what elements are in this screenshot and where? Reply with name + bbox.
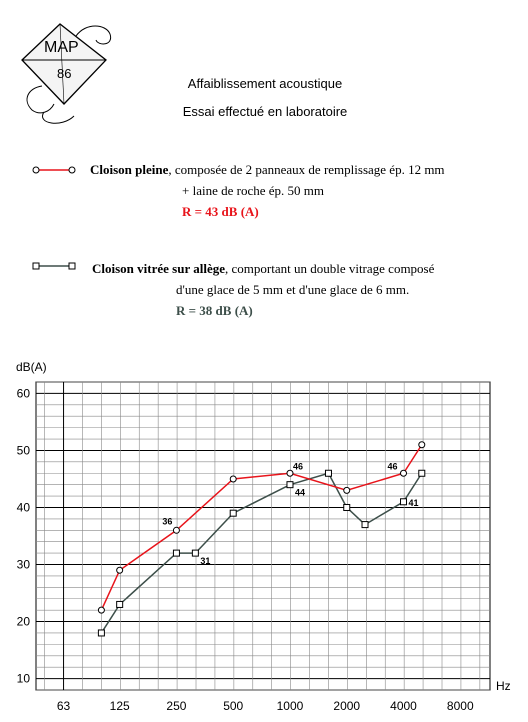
data-point-series2 [419,470,425,476]
y-axis-label: dB(A) [16,360,47,374]
legend-series2-name: Cloison vitrée sur allège [92,261,225,276]
legend-series1-desc1: , composée de 2 panneaux de remplissage ép. 12 mm [168,162,445,177]
x-tick-label: 125 [109,699,130,713]
data-label: 46 [292,461,303,472]
legend-series2-desc1: , comportant un double vitrage composé [225,261,435,276]
logo-number: 86 [57,66,72,81]
chart-series [98,442,424,636]
page-subtitle: Essai effectué en laboratoire [182,104,348,119]
legend-series2-rating: R = 38 dB (A) [176,303,253,318]
data-label: 46 [387,461,398,472]
data-point-series2 [287,482,293,488]
series-line-1 [101,445,421,610]
legend-series1-rating: R = 43 dB (A) [182,204,259,219]
data-point-series2 [173,550,179,556]
page-title: Affaiblissement acoustique [187,76,343,91]
x-tick-label: 500 [223,699,244,713]
plot-frame [36,382,490,690]
logo-text: MAP [44,39,79,56]
y-tick-label: 50 [16,443,30,458]
y-tick-label: 30 [16,557,30,572]
x-tick-label: 4000 [390,699,417,713]
legend-series1-desc2: + laine de roche ép. 50 mm [182,183,324,198]
data-point-series2 [230,510,236,516]
y-tick-label: 10 [16,671,30,686]
data-point-series1 [230,476,236,482]
data-point-series2 [192,550,198,556]
y-tick-label: 60 [16,386,30,401]
legend-series1-name: Cloison pleine [90,162,169,177]
x-axis-label: Hz [496,679,511,693]
data-point-series2 [98,630,104,636]
y-tick-label: 40 [16,500,30,515]
data-label: 44 [294,487,305,498]
data-point-series1 [401,470,407,476]
data-point-series1 [117,567,123,573]
data-label: 31 [200,556,211,567]
x-tick-label: 2000 [333,699,361,713]
x-tick-label: 1000 [276,699,304,713]
x-tick-label: 8000 [446,699,474,713]
data-point-series2 [344,504,350,510]
data-point-series1 [419,442,425,448]
chart-axes [16,360,511,713]
data-label: 36 [162,516,173,527]
x-tick-label: 63 [56,699,71,713]
data-point-series2 [325,470,331,476]
y-tick-label: 20 [16,614,30,629]
legend-series2-desc2: d'une glace de 5 mm et d'une glace de 6 mm. [176,282,410,297]
data-point-series1 [173,527,179,533]
data-point-series2 [362,522,368,528]
data-point-series2 [401,499,407,505]
data-label: 41 [408,497,419,508]
data-point-series2 [117,601,123,607]
data-point-series1 [344,487,350,493]
data-point-series1 [98,607,104,613]
chart-grid [36,382,490,690]
x-tick-label: 250 [166,699,187,713]
